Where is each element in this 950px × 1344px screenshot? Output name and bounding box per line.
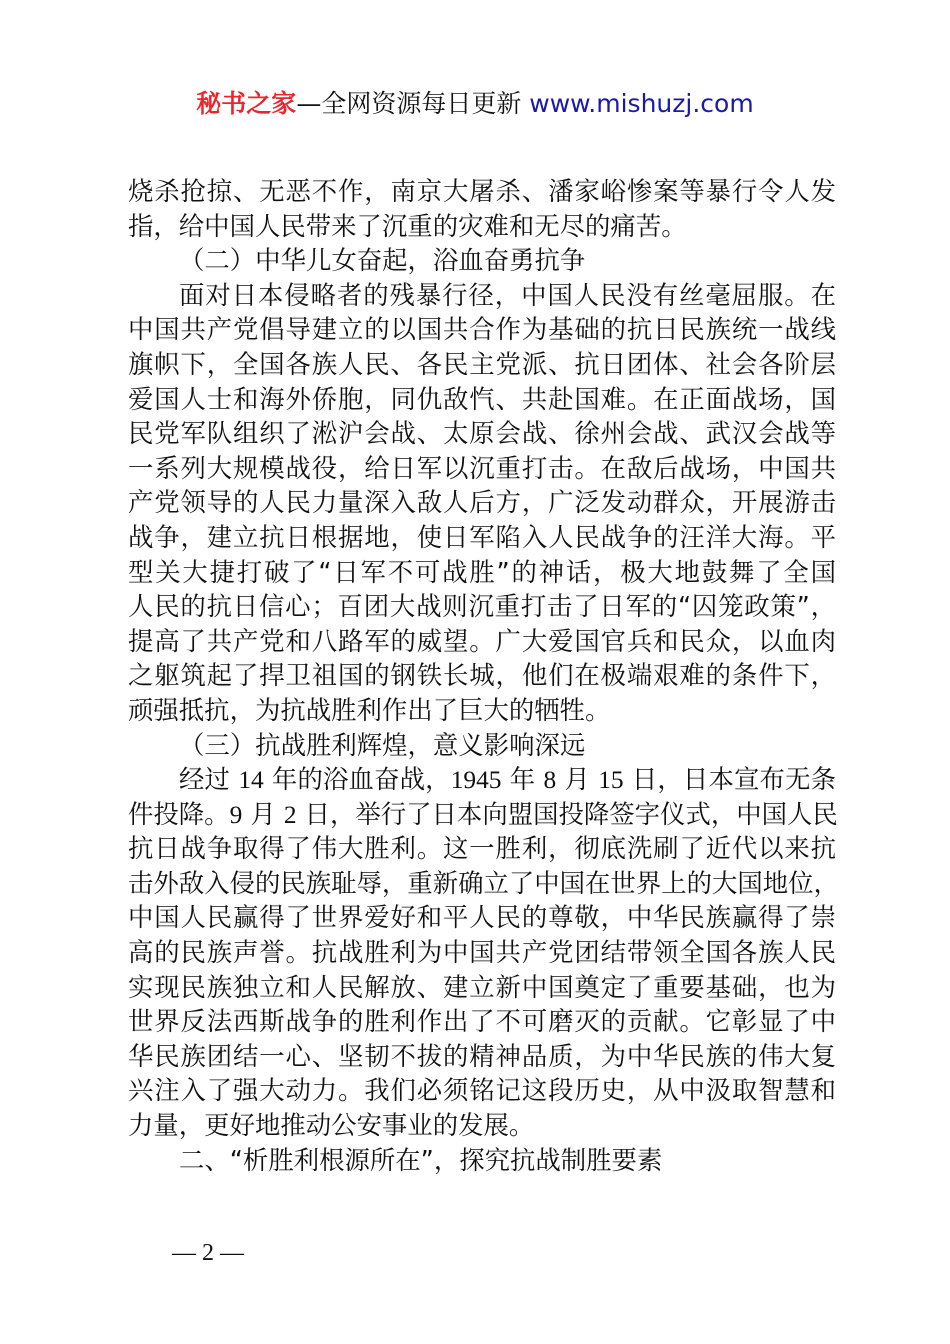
number-span: 9 bbox=[229, 800, 243, 829]
paragraph-line: 抗日战争取得了伟大胜利。这一胜利，彻底洗刷了近代以来抗 bbox=[128, 833, 836, 864]
paragraph-line: 击外敌入侵的民族耻辱，重新确立了中国在世界上的大国地位， bbox=[128, 867, 839, 898]
paragraph-line: 爱国人士和海外侨胞，同仇敌忾、共赴国难。在正面战场，国 bbox=[128, 383, 836, 414]
text-span: 月 bbox=[242, 798, 284, 829]
text-span: 件投降。 bbox=[128, 798, 230, 829]
site-banner bbox=[0, 86, 950, 122]
paragraph-line: 战争，建立抗日根据地，使日军陷入人民战争的汪洋大海。平 bbox=[128, 521, 836, 552]
section-heading-2: （二）中华儿女奋起，浴血奋勇抗争 bbox=[179, 245, 586, 276]
chapter-heading: 二、“析胜利根源所在”，探究抗战制胜要素 bbox=[179, 1144, 663, 1175]
site-url-link[interactable]: www.mishuzj.com bbox=[529, 89, 754, 118]
paragraph-line: 提高了共产党和八路军的威望。广大爱国官兵和民众，以血肉 bbox=[128, 625, 836, 656]
page-number: — 2 — bbox=[172, 1240, 244, 1266]
section-heading-3: （三）抗战胜利辉煌，意义影响深远 bbox=[179, 729, 586, 760]
site-tagline: —全网资源每日更新 bbox=[296, 89, 530, 118]
document-body bbox=[128, 174, 839, 1177]
number-span: 1945 bbox=[450, 766, 502, 795]
paragraph-line bbox=[128, 797, 836, 832]
text-span: 年的浴血奋战， bbox=[263, 764, 451, 795]
paragraph-line: 旗帜下，全国各族人民、各民主党派、抗日团体、社会各阶层 bbox=[128, 348, 836, 379]
paragraph-line: 实现民族独立和人民解放、建立新中国奠定了重要基础，也为 bbox=[128, 971, 836, 1002]
paragraph-line: 中国人民赢得了世界爱好和平人民的尊敬，中华民族赢得了崇 bbox=[128, 902, 836, 933]
paragraph-line: 世界反法西斯战争的胜利作出了不可磨灭的贡献。它彰显了中 bbox=[128, 1006, 836, 1037]
number-span: 2 bbox=[283, 800, 297, 829]
site-brand-name: 秘书之家 bbox=[196, 89, 297, 118]
number-span: 8 bbox=[543, 766, 557, 795]
paragraph-line: 高的民族声誉。抗战胜利为中国共产党团结带领全国各族人民 bbox=[128, 937, 836, 968]
paragraph-line: 顽强抵抗，为抗战胜利作出了巨大的牺牲。 bbox=[128, 694, 611, 725]
text-span: 月 bbox=[556, 764, 599, 795]
number-span: 14 bbox=[238, 766, 264, 795]
paragraph-line bbox=[128, 762, 836, 797]
paragraph-line: 产党领导的人民力量深入敌人后方，广泛发动群众，开展游击 bbox=[128, 487, 836, 518]
paragraph-line: 民党军队组织了淞沪会战、太原会战、徐州会战、武汉会战等 bbox=[128, 418, 836, 449]
paragraph-line: 力量，更好地推动公安事业的发展。 bbox=[128, 1110, 535, 1141]
paragraph-line: 华民族团结一心、坚韧不拔的精神品质，为中华民族的伟大复 bbox=[128, 1040, 836, 1071]
paragraph-line: 之躯筑起了捍卫祖国的钢铁长城，他们在极端艰难的条件下， bbox=[128, 660, 836, 691]
paragraph-line: 人民的抗日信心；百团大战则沉重打击了日军的“囚笼政策”， bbox=[128, 591, 836, 622]
text-span: 经过 bbox=[179, 764, 239, 795]
paragraph-line: 面对日本侵略者的残暴行径，中国人民没有丝毫屈服。在 bbox=[179, 279, 836, 310]
paragraph-line: 中国共产党倡导建立的以国共合作为基础的抗日民族统一战线 bbox=[128, 314, 836, 345]
text-span: 年 bbox=[501, 764, 544, 795]
paragraph-line: 一系列大规模战役，给日军以沉重打击。在敌后战场，中国共 bbox=[128, 452, 836, 483]
paragraph-line: 兴注入了强大动力。我们必须铭记这段历史，从中汲取智慧和 bbox=[128, 1075, 836, 1106]
paragraph-line: 型关大捷打破了“日军不可战胜”的神话，极大地鼓舞了全国 bbox=[128, 556, 836, 587]
text-span: 日，举行了日本向盟国投降签字仪式，中国人民 bbox=[296, 798, 838, 829]
text-span: 日，日本宣布无条 bbox=[623, 764, 836, 795]
number-span: 15 bbox=[598, 766, 624, 795]
paragraph-line: 烧杀抢掠、无恶不作，南京大屠杀、潘家峪惨案等暴行令人发 bbox=[128, 176, 836, 206]
paragraph-line: 指，给中国人民带来了沉重的灾难和无尽的痛苦。 bbox=[128, 210, 687, 241]
